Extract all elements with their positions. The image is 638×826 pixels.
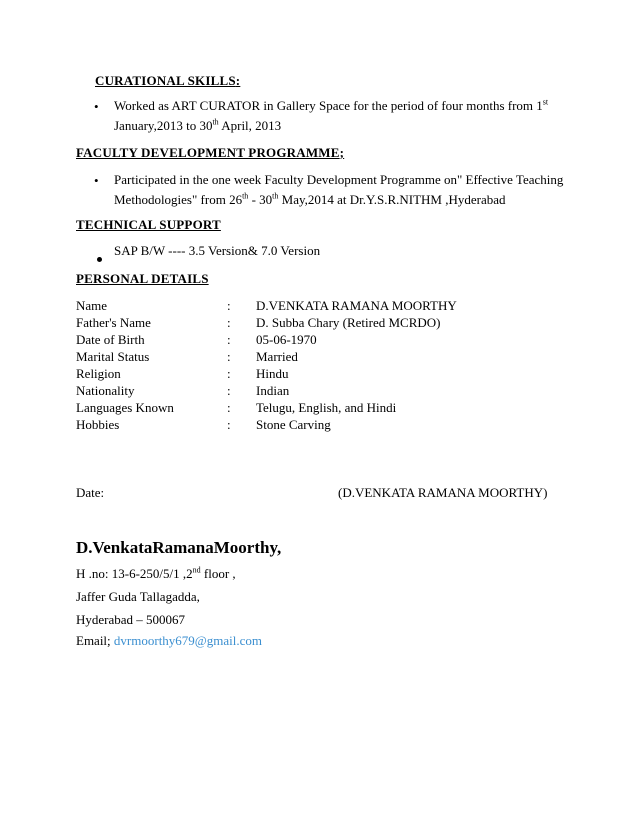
signature-name: (D.VENKATA RAMANA MOORTHY): [338, 485, 548, 500]
row-value: Hindu: [256, 366, 289, 381]
email-line: [76, 631, 262, 651]
row-colon: :: [227, 417, 231, 432]
row-value: 05-06-1970: [256, 332, 317, 347]
row-label: Name: [76, 298, 108, 313]
row-label: Religion: [76, 366, 121, 381]
contact-name: D.VenkataRamanaMoorthy,: [76, 538, 282, 557]
curational-skills-line-2: January,2013 to 30th April, 2013: [114, 117, 282, 133]
faculty-development-line-2: Methodologies" from 26th - 30th May,2014 at Dr.Y.S.R.NITHM ,Hyderabad: [114, 191, 506, 207]
email-link[interactable]: dvrmoorthy679@gmail.com: [113, 633, 263, 648]
row-label: Father's Name: [76, 315, 151, 330]
personal-details-heading: PERSONAL DETAILS: [76, 271, 209, 286]
row-value: Telugu, English, and Hindi: [256, 400, 397, 415]
row-colon: :: [227, 383, 231, 398]
faculty-development-heading: FACULTY DEVELOPMENT PROGRAMME;: [76, 145, 345, 160]
technical-support-item: SAP B/W ---- 3.5 Version& 7.0 Version: [114, 243, 321, 258]
date-label: Date:: [76, 485, 105, 500]
row-colon: :: [227, 298, 231, 313]
technical-support-heading: TECHNICAL SUPPORT: [76, 217, 221, 232]
address-line-1: H .no: 13-6-250/5/1 ,2nd floor ,: [76, 565, 236, 581]
row-label: Languages Known: [76, 400, 174, 415]
row-value: Indian: [256, 383, 290, 398]
address-line-2: Jaffer Guda Tallagadda,: [76, 589, 200, 604]
row-value: Stone Carving: [256, 417, 331, 432]
address-line-3: Hyderabad – 500067: [76, 612, 186, 627]
row-value: D. Subba Chary (Retired MCRDO): [256, 315, 441, 330]
row-colon: :: [227, 366, 231, 381]
row-value: D.VENKATA RAMANA MOORTHY: [256, 298, 457, 313]
row-label: Hobbies: [76, 417, 120, 432]
row-label: Marital Status: [76, 349, 150, 364]
curational-skills-heading: CURATIONAL SKILLS:: [95, 73, 241, 88]
filled-bullet-icon: [97, 249, 102, 267]
row-label: Nationality: [76, 383, 135, 398]
row-colon: :: [227, 332, 231, 347]
bullet-icon: •: [94, 99, 99, 114]
row-colon: :: [227, 349, 231, 364]
row-colon: :: [227, 315, 231, 330]
curational-skills-line-1: Worked as ART CURATOR in Gallery Space for the period of four months from 1st: [114, 97, 549, 113]
row-label: Date of Birth: [76, 332, 145, 347]
email-label: Email;: [76, 633, 111, 648]
faculty-development-line-1: Participated in the one week Faculty Development Programme on" Effective Teaching: [114, 172, 564, 187]
row-value: Married: [256, 349, 298, 364]
row-colon: :: [227, 400, 231, 415]
bullet-icon: •: [94, 173, 99, 188]
